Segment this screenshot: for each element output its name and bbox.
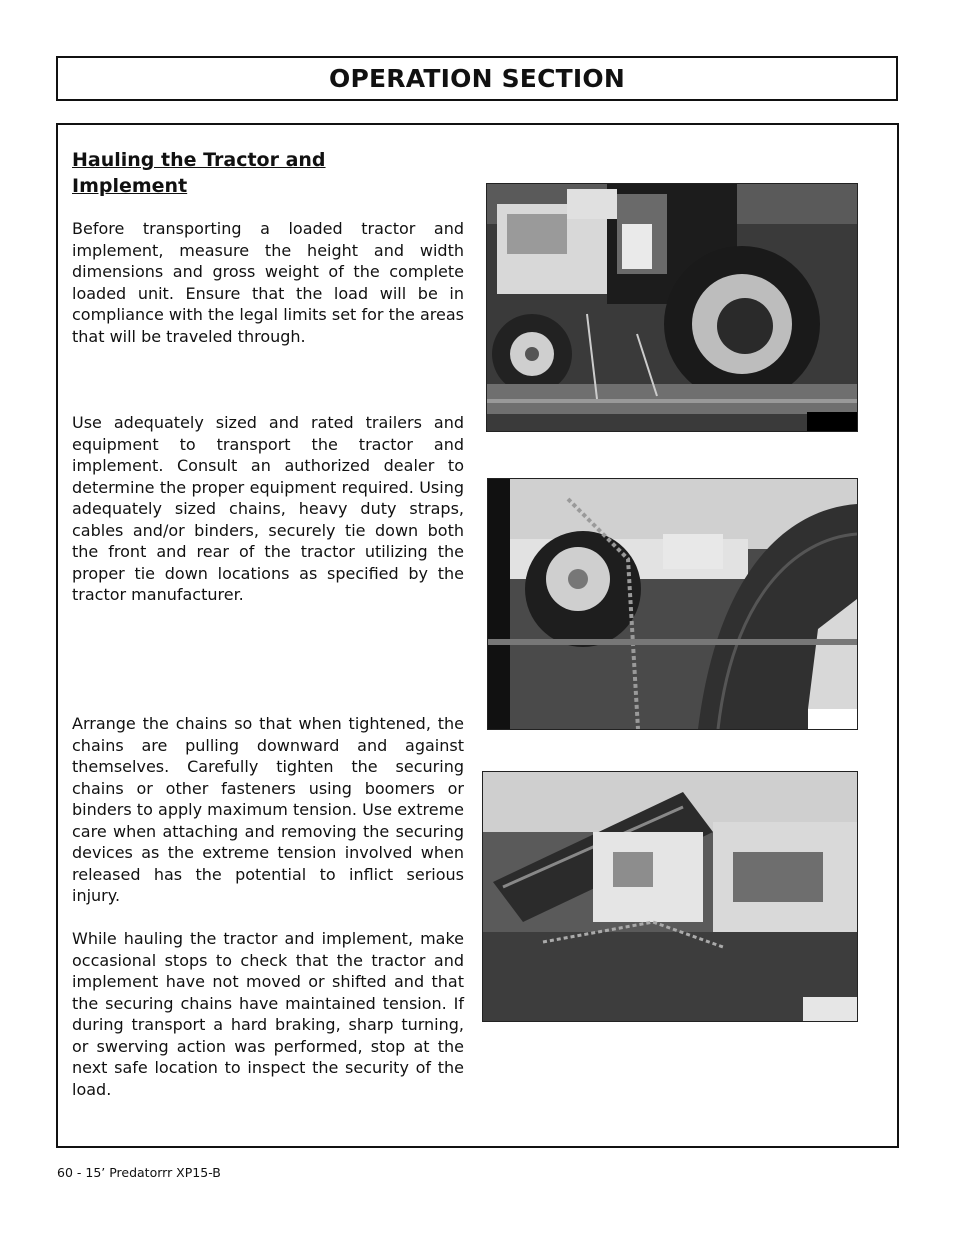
section-title: Hauling the Tractor and Implement [72,149,326,197]
photo-implement-secured [482,771,858,1022]
paragraph-occasional-stops: While hauling the tractor and implement, make occasional stops to check that the tractor and implement have not moved or shifted and that the securing chains have maintained tension. If during transport a hard braking, sharp turning, or swerving action was performed, stop at the next safe location to inspect the security of the load. [72,929,464,1099]
page-footer: 60 - 15’ Predatorrr XP15-B [57,1165,221,1180]
paragraph-arrange-chains: Arrange the chains so that when tightened, the chains are pulling downward and against themselves. Carefully tighten the securing chains or other fasteners using boomers or binders to apply maximum tension. Use extreme care when attaching and removing the securing devices as the extreme tension involved when released has the potential to inflict serious injury. [72,714,464,905]
photo-chain-tie-down [487,478,858,730]
paragraph-trailer-equipment: Use adequately sized and rated trailers and equipment to transport the tractor and implement. Consult an authorized dealer to determine the proper equipment required. Using adequately sized chains, heavy duty straps, cables and/or binders, securely tie down both the front and rear of the tractor utilizing the proper tie down locations as specified by the tractor manufacturer. [72,413,464,604]
content-panel [56,123,899,1148]
photo-tractor-on-trailer [486,183,858,432]
page-title: OPERATION SECTION [329,64,625,93]
paragraph-measure-load: Before transporting a loaded tractor and implement, measure the height and width dimensions and gross weight of the complete loaded unit. Ensure that the load will be in compliance with the legal limits set for the areas that will be traveled through. [72,219,464,346]
section-header [56,56,898,101]
